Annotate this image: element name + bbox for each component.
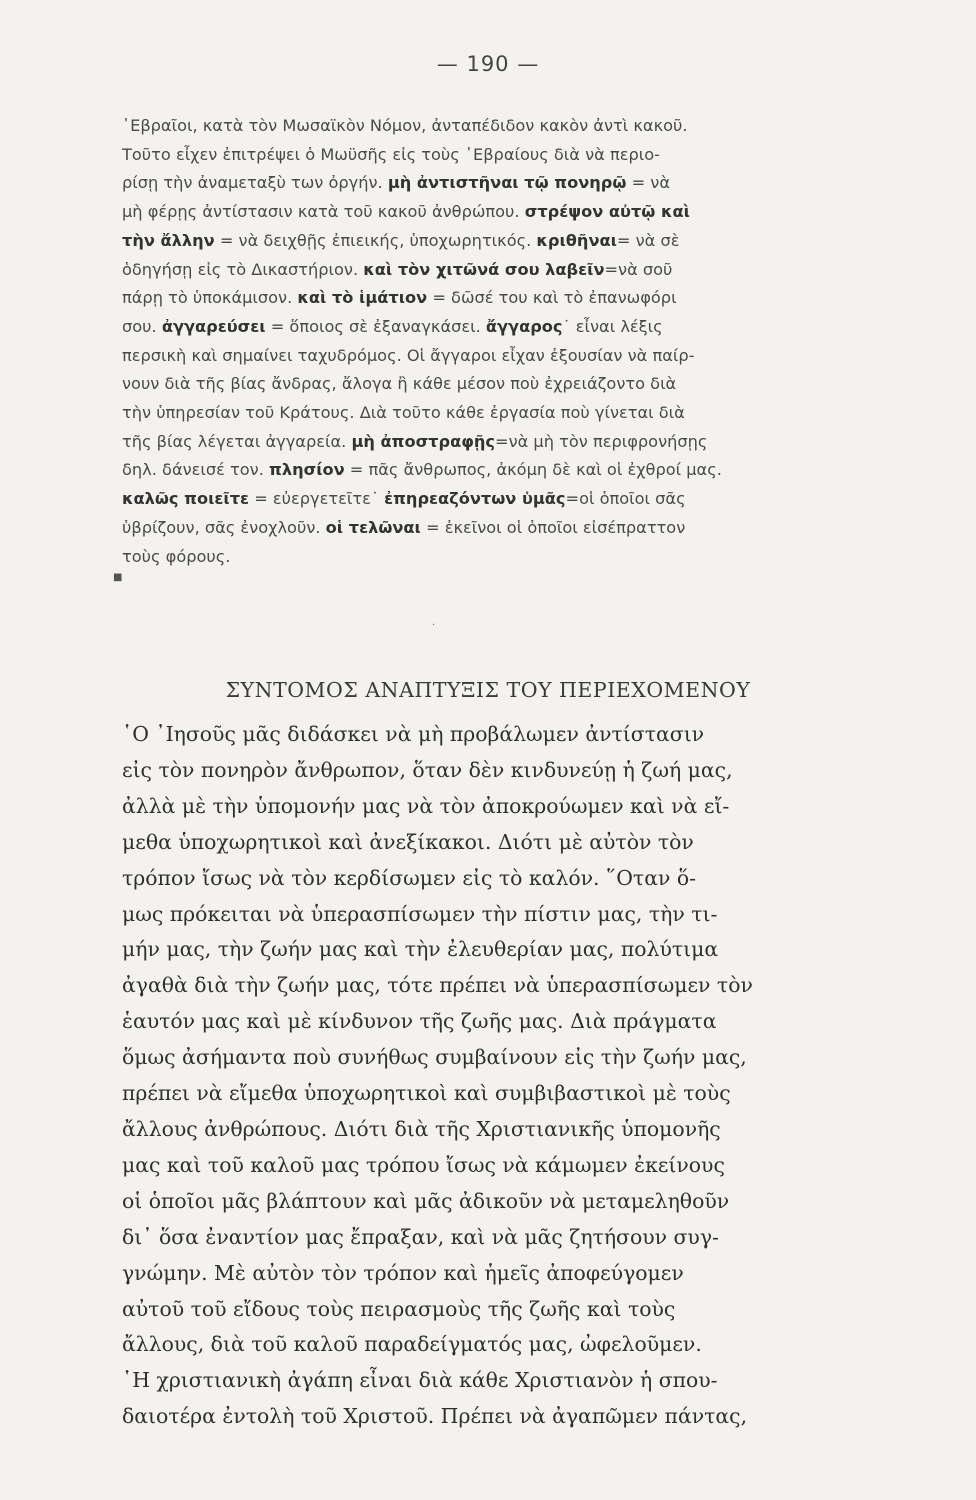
notes-text: = νὰ δειχθῇς ἐπιεικής, ὑποχωρητικός.	[214, 230, 537, 250]
notes-text: δηλ. δάνεισέ τον.	[122, 460, 270, 480]
notes-text: = νὰ σὲ	[616, 230, 680, 250]
notes-term: καὶ τὸ ἱμάτιον	[297, 288, 428, 308]
print-speck: ·	[432, 620, 436, 631]
notes-text: σου.	[122, 316, 162, 336]
notes-line	[122, 313, 922, 342]
notes-text: ˙ εἶναι λέξις	[562, 316, 663, 336]
notes-text: =νὰ μὴ τὸν περιφρονήσῃς	[495, 431, 708, 451]
notes-line	[122, 256, 922, 285]
notes-term: καὶ τὸν χιτῶνά σου λαβεῖν	[363, 259, 605, 279]
summary-line: οἱ ὁποῖοι μᾶς βλάπτουν καὶ μᾶς ἀδικοῦν νὰ μεταμεληθοῦν	[122, 1188, 730, 1213]
notes-term: μὴ ἀντιστῆναι τῷ πονηρῷ	[387, 173, 627, 193]
notes-text: πάρῃ τὸ ὑποκάμισον.	[122, 288, 298, 308]
notes-line	[122, 284, 922, 313]
notes-term: ἐπηρεαζόντων ὑμᾶς	[384, 489, 566, 509]
summary-line: τρόπον ἴσως νὰ τὸν κερδίσωμεν εἰς τὸ καλόν. ῞Οταν ὅ-	[122, 865, 697, 890]
notes-line	[122, 342, 922, 371]
notes-text: ρίσῃ τὴν ἀναμεταξὺ των ὀργήν.	[122, 173, 388, 193]
summary-line: δαιοτέρα ἐντολὴ τοῦ Χριστοῦ. Πρέπει νὰ ἀγαπῶμεν πάντας,	[122, 1404, 748, 1429]
notes-line	[122, 370, 922, 399]
notes-text: ῾Εβραῖοι, κατὰ τὸν Μωσαϊκὸν Νόμον, ἀνταπέδιδον κακὸν ἀντὶ κακοῦ.	[122, 116, 688, 135]
summary-line: ἑαυτόν μας καὶ μὲ κίνδυνον τῆς ζωῆς μας. Διὰ πράγματα	[122, 1009, 717, 1034]
summary-line: μας καὶ τοῦ καλοῦ μας τρόπου ἴσως νὰ κάμωμεν ἐκείνους	[122, 1152, 725, 1177]
notes-line	[122, 485, 922, 514]
glossary-notes	[122, 112, 922, 571]
summary-line: ἄλλους ἀνθρώπους. Διότι διὰ τῆς Χριστιανικῆς ὑπομονῆς	[122, 1116, 721, 1141]
notes-term: τὴν ἄλλην	[122, 230, 215, 250]
notes-text: = εὐεργετεῖτε˙	[249, 489, 385, 509]
notes-term: οἱ τελῶναι	[325, 517, 421, 537]
summary-line: δι᾿ ὅσα ἐναντίον μας ἔπραξαν, καὶ νὰ μᾶς ζητήσουν συγ-	[122, 1224, 719, 1249]
notes-line	[122, 141, 922, 170]
notes-term: κριθῆναι	[536, 230, 617, 250]
notes-text: = ἐκεῖνοι οἱ ὁποῖοι εἰσέπραττον	[420, 517, 686, 537]
summary-line: αὐτοῦ τοῦ εἴδους τοὺς πειρασμοὺς τῆς ζωῆς καὶ τοὺς	[122, 1296, 676, 1321]
notes-line	[122, 112, 922, 141]
notes-line	[122, 428, 922, 457]
summary-line: ἀγαθὰ διὰ τὴν ζωήν μας, τότε πρέπει νὰ ὑπερασπίσωμεν τὸν	[122, 973, 753, 998]
summary-line: ῾Ο ᾿Ιησοῦς μᾶς διδάσκει νὰ μὴ προβάλωμεν ἀντίστασιν	[122, 722, 705, 746]
summary-line: ὅμως ἀσήμαντα ποὺ συνήθως συμβαίνουν εἰς τὴν ζωήν μας,	[122, 1045, 747, 1070]
notes-term: πλησίον	[269, 460, 345, 480]
summary-line: πρέπει νὰ εἴμεθα ὑποχωρητικοὶ καὶ συμβιβαστικοὶ μὲ τοὺς	[122, 1081, 731, 1106]
notes-term: καλῶς ποιεῖτε	[122, 489, 250, 509]
notes-line	[122, 514, 922, 543]
notes-text: μὴ φέρῃς ἀντίστασιν κατὰ τοῦ κακοῦ ἀνθρώπου.	[122, 202, 525, 222]
notes-line	[122, 169, 922, 198]
notes-text: τῆς βίας λέγεται ἀγγαρεία.	[122, 431, 352, 451]
notes-text: =οἱ ὁποῖοι σᾶς	[565, 489, 686, 509]
notes-text: ὁδηγήσῃ εἰς τὸ Δικαστήριον.	[122, 259, 364, 279]
page-number: — 190 —	[436, 52, 540, 76]
notes-text: ὑβρίζουν, σᾶς ἐνοχλοῦν.	[122, 517, 326, 537]
notes-text: = δῶσέ του καὶ τὸ ἐπανωφόρι	[427, 288, 677, 308]
notes-text: νουν διὰ τῆς βίας ἄνδρας, ἄλογα ἢ κάθε μέσον ποὺ ἐχρειάζοντο διὰ	[122, 374, 677, 394]
notes-text: τοὺς φόρους.	[122, 546, 231, 566]
summary-line: ῾Η χριστιανικὴ ἀγάπη εἶναι διὰ κάθε Χριστιανὸν ἡ σπου-	[122, 1368, 718, 1393]
notes-line	[122, 543, 922, 572]
notes-text: = πᾶς ἄνθρωπος, ἀκόμη δὲ καὶ οἱ ἐχθροί μας.	[344, 460, 722, 480]
notes-text: τὴν ὑπηρεσίαν τοῦ Κράτους. Διὰ τοῦτο κάθε ἐργασία ποὺ γίνεται διὰ	[122, 403, 685, 423]
notes-line	[122, 227, 922, 256]
notes-text: = ὅποιος σὲ ἐξαναγκάσει.	[265, 316, 486, 336]
notes-line	[122, 399, 922, 428]
summary-line: ἄλλους, διὰ τοῦ καλοῦ παραδείγματός μας, ὠφελοῦμεν.	[122, 1332, 702, 1357]
summary-text	[122, 717, 924, 1435]
notes-term: στρέψον αὐτῷ καὶ	[524, 202, 690, 222]
notes-text: Τοῦτο εἶχεν ἐπιτρέψει ὁ Μωϋσῆς εἰς τοὺς ῾Εβραίους διὰ νὰ περιο-	[122, 144, 660, 164]
notes-line	[122, 198, 922, 227]
notes-term: ἄγγαρος	[485, 316, 563, 336]
notes-line	[122, 456, 922, 485]
summary-line: ἀλλὰ μὲ τὴν ὑπομονήν μας νὰ τὸν ἀποκρούωμεν καὶ νὰ εἴ-	[122, 793, 730, 818]
summary-line: μεθα ὑποχωρητικοὶ καὶ ἀνεξίκακοι. Διότι μὲ αὐτὸν τὸν	[122, 829, 694, 854]
notes-text: περσικὴ καὶ σημαίνει ταχυδρόμος. Οἱ ἄγγαροι εἶχαν ἐξουσίαν νὰ παίρ-	[122, 345, 695, 365]
summary-line: γνώμην. Μὲ αὐτὸν τὸν τρόπον καὶ ἡμεῖς ἀποφεύγομεν	[122, 1260, 684, 1285]
summary-line: μως πρόκειται νὰ ὑπερασπίσωμεν τὴν πίστιν μας, τὴν τι-	[122, 901, 718, 926]
section-title: ΣΥΝΤΟΜΟΣ ΑΝΑΠΤΥΞΙΣ ΤΟΥ ΠΕΡΙΕΧΟΜΕΝΟΥ	[225, 678, 751, 702]
summary-line: εἰς τὸν πονηρὸν ἄνθρωπον, ὅταν δὲν κινδυνεύῃ ἡ ζωή μας,	[122, 757, 733, 782]
margin-mark: ■	[113, 572, 123, 583]
notes-text: = νὰ	[626, 173, 670, 193]
notes-term: μὴ ἀποστραφῇς	[351, 431, 495, 451]
notes-term: ἀγγαρεύσει	[161, 316, 266, 336]
notes-text: =νὰ σοῦ	[604, 259, 673, 279]
summary-line: μήν μας, τὴν ζωήν μας καὶ τὴν ἐλευθερίαν μας, πολύτιμα	[122, 937, 719, 962]
